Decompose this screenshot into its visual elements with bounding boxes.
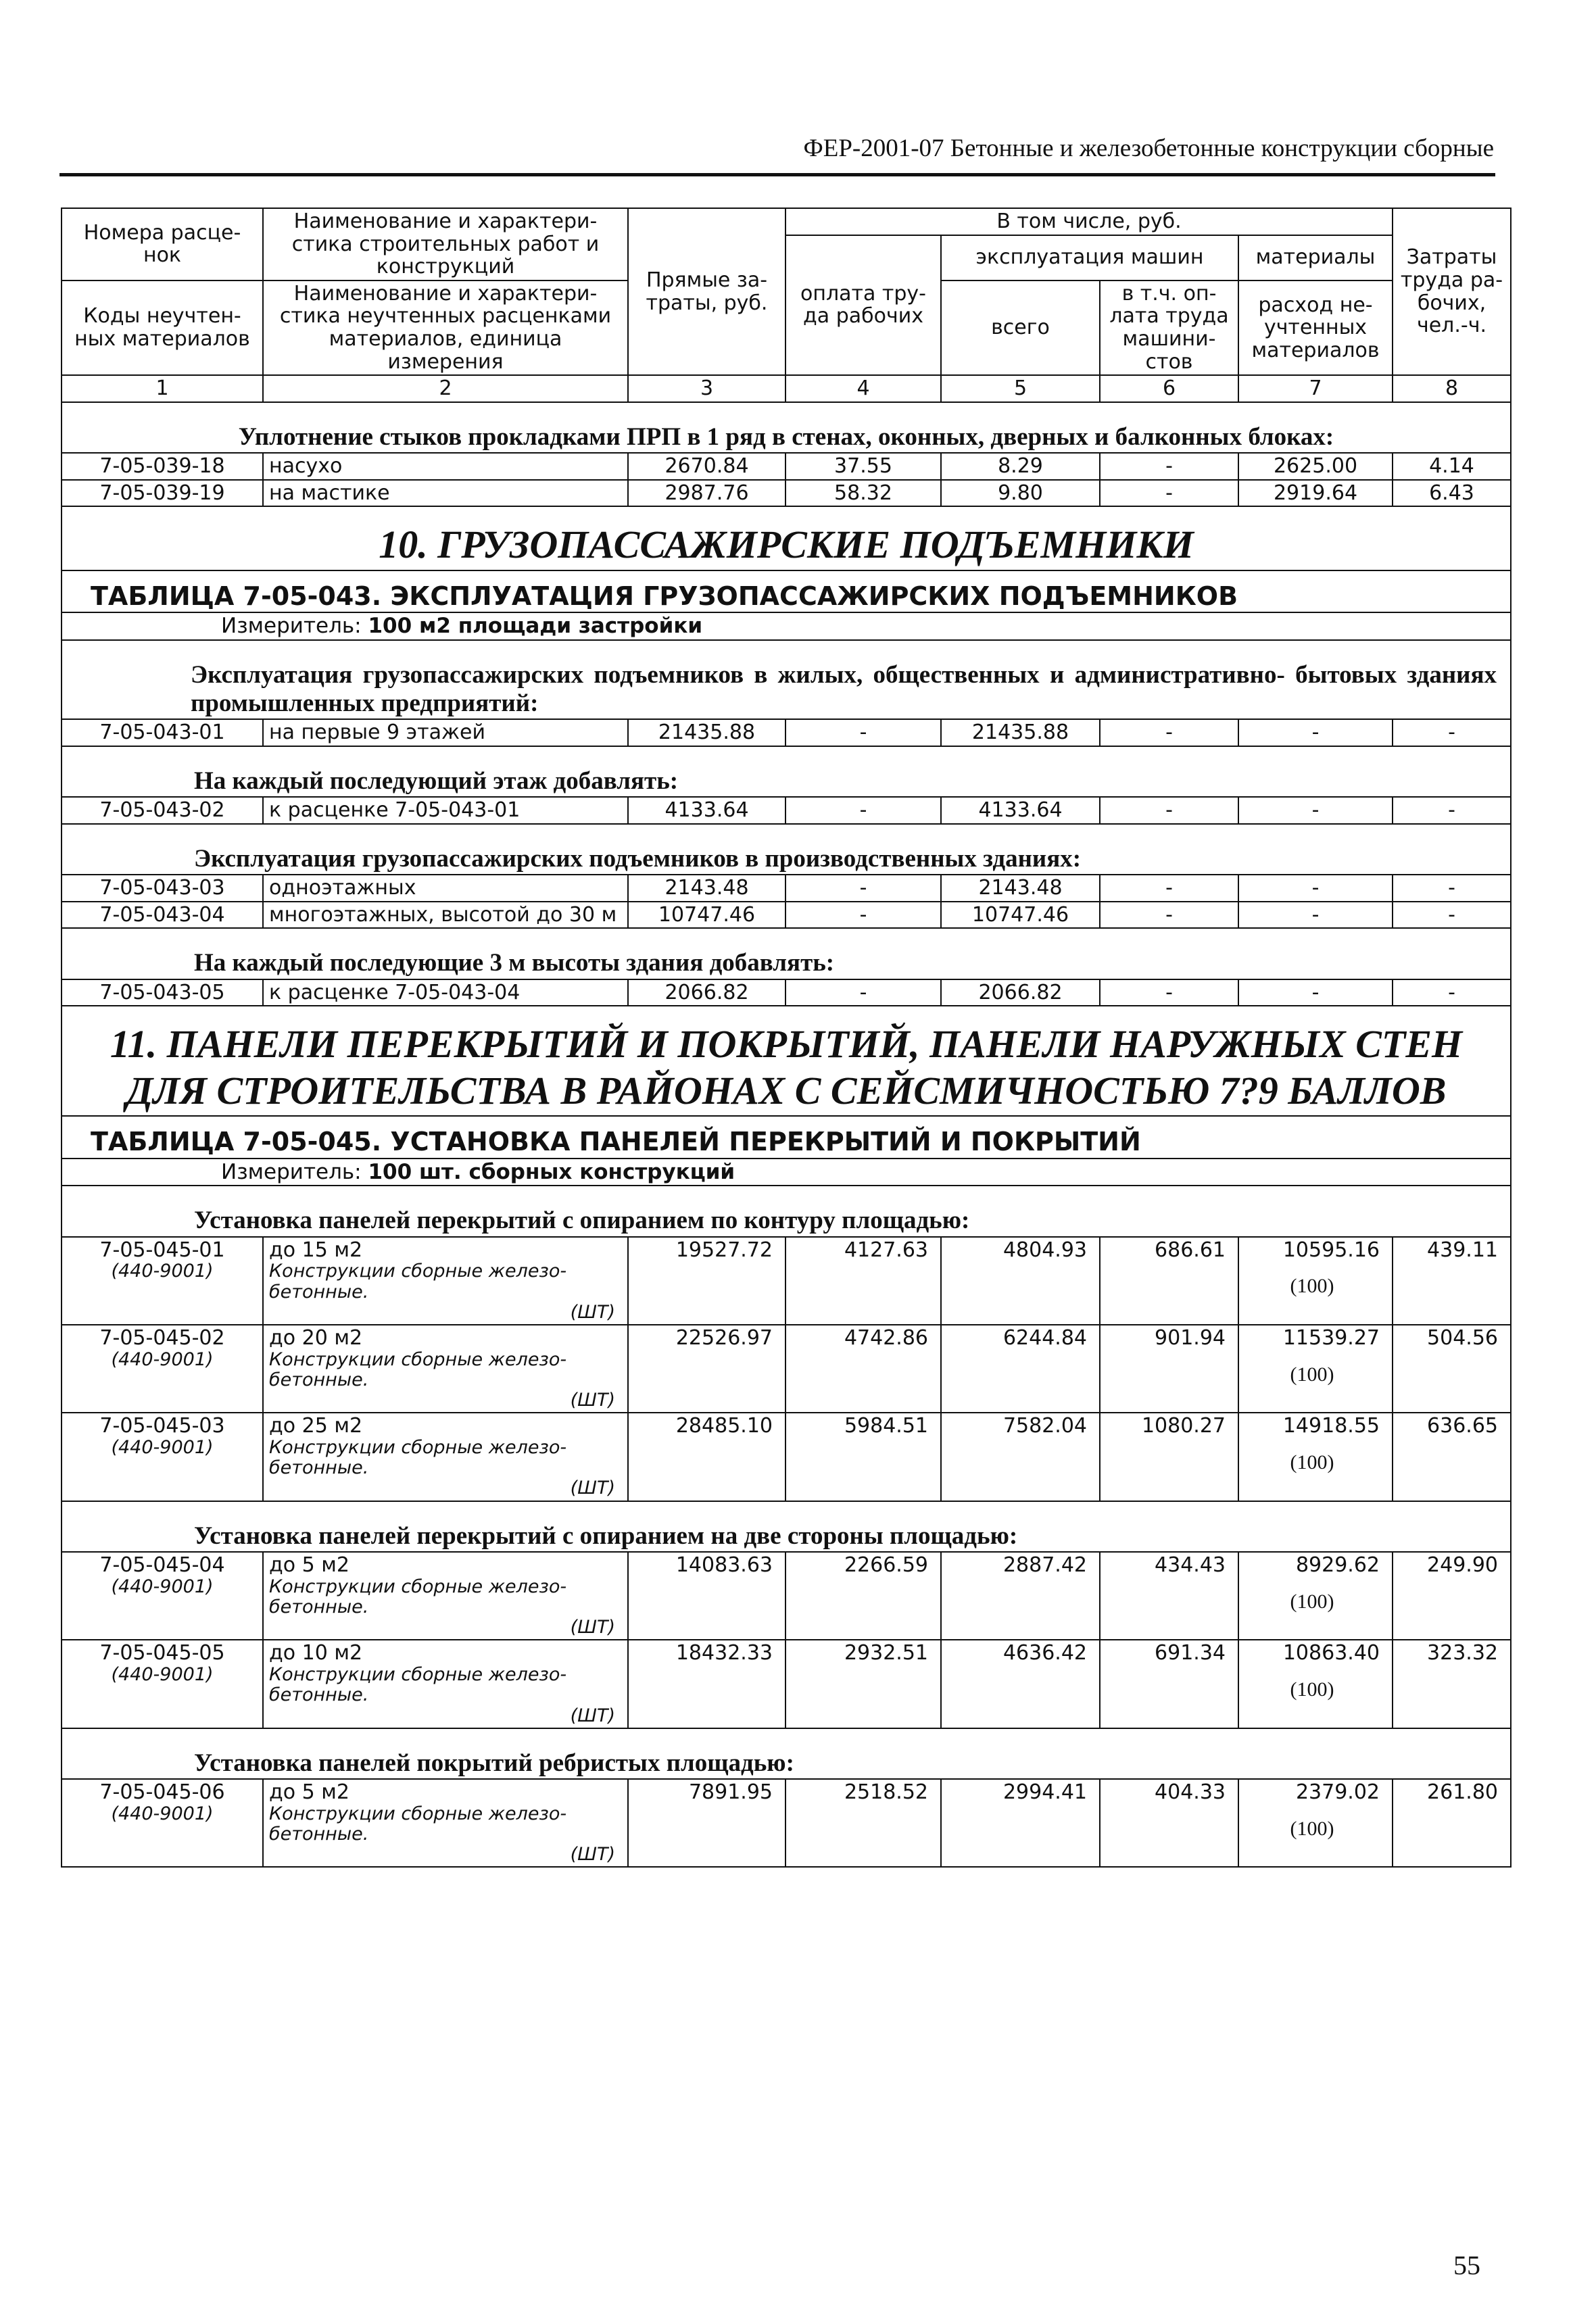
value-labor: 4742.86 <box>785 1325 941 1413</box>
material-quantity: (100) <box>1290 1678 1334 1701</box>
material-unit: (ШТ) <box>570 1301 615 1323</box>
value-mach: 2066.82 <box>941 979 1100 1006</box>
rate-code: 7-05-043-01 <box>62 719 263 746</box>
value-direct: 2670.84 <box>628 453 785 480</box>
value-direct: 18432.33 <box>628 1640 785 1728</box>
rate-code: 7-05-045-06 <box>99 1780 225 1805</box>
table-title-045-text: ТАБЛИЦА 7-05-045. УСТАНОВКА ПАНЕЛЕЙ ПЕРЕКРЫТИЙ И ПОКРЫТИЙ <box>62 1116 1511 1159</box>
section-title-text: Уплотнение стыков прокладками ПРП в 1 ряд в стенах, оконных, дверных и балконных блоках: <box>62 402 1511 453</box>
header-direct-costs: Прямые за-траты, руб. <box>628 208 785 375</box>
value-hours: - <box>1393 902 1511 929</box>
chapter-title-11 <box>62 1006 1511 1116</box>
value-hours: 261.80 <box>1393 1779 1511 1867</box>
rate-code: 7-05-043-04 <box>62 902 263 929</box>
value-mach-labor: - <box>1100 453 1238 480</box>
value-labor: 2266.59 <box>785 1552 941 1640</box>
value-mach-labor: 686.61 <box>1100 1237 1238 1325</box>
material-code: (440-9001) <box>111 1348 214 1370</box>
header-number-row <box>62 375 1511 402</box>
table-row <box>62 797 1511 824</box>
work-name-cell <box>263 1779 628 1867</box>
table-row <box>62 1237 1511 1325</box>
value-hours: - <box>1393 797 1511 824</box>
material-name: Конструкции сборные железо-бетонные. <box>269 1261 567 1302</box>
group-title-text: Установка панелей перекрытий с опиранием на две стороны площадью: <box>62 1501 1511 1552</box>
material-unit: (ШТ) <box>570 1705 615 1726</box>
header-including-group: В том числе, руб. <box>785 208 1393 235</box>
value-labor: - <box>785 902 941 929</box>
price-table-body <box>62 208 1511 1867</box>
value-direct: 22526.97 <box>628 1325 785 1413</box>
value-hours: 6.43 <box>1393 480 1511 507</box>
rate-code-cell <box>62 1779 263 1867</box>
work-name: до 25 м2 <box>269 1414 363 1438</box>
table-row <box>62 1325 1511 1413</box>
rate-code: 7-05-039-19 <box>62 480 263 507</box>
work-name: до 20 м2 <box>269 1326 363 1350</box>
measure-043-text <box>62 612 1511 640</box>
value-mach: 4804.93 <box>941 1237 1100 1325</box>
material-quantity: (100) <box>1290 1451 1334 1473</box>
value-hours: - <box>1393 979 1511 1006</box>
value-mach-labor: 691.34 <box>1100 1640 1238 1728</box>
value-mach-labor: - <box>1100 797 1238 824</box>
group-title-text: На каждый последующие 3 м высоты здания добавлять: <box>62 928 1511 979</box>
material-name: Конструкции сборные железо-бетонные. <box>269 1664 567 1706</box>
table-row <box>62 453 1511 480</box>
header-labor-hours: Затраты труда ра-бочих, чел.-ч. <box>1393 208 1511 375</box>
header-machinist-wages: в т.ч. оп-лата труда машини-стов <box>1100 281 1238 375</box>
price-table-container <box>61 208 1510 1868</box>
value-direct: 19527.72 <box>628 1237 785 1325</box>
header-materials: материалы <box>1238 235 1393 281</box>
table-row <box>62 875 1511 902</box>
rate-code: 7-05-043-03 <box>62 875 263 902</box>
header-material-codes: Коды неучтен-ных материалов <box>62 281 263 375</box>
value-materials-cell <box>1238 1325 1393 1413</box>
material-quantity: (100) <box>1290 1590 1334 1613</box>
value-materials: 2379.02 <box>1295 1780 1380 1805</box>
header-material-name: Наименование и характери-стика неучтенных расценками материалов, единица измерения <box>263 281 628 375</box>
value-mach-labor: 1080.27 <box>1100 1413 1238 1501</box>
col-num: 5 <box>941 375 1100 402</box>
work-name-cell <box>263 1237 628 1325</box>
material-name: Конструкции сборные железо-бетонные. <box>269 1803 567 1845</box>
measure-label: Измеритель: <box>221 614 362 639</box>
material-name: Конструкции сборные железо-бетонные. <box>269 1576 567 1617</box>
value-hours: 4.14 <box>1393 453 1511 480</box>
work-name-cell <box>263 1640 628 1728</box>
value-materials: - <box>1238 875 1393 902</box>
material-code: (440-9001) <box>111 1576 214 1597</box>
header-machines: эксплуатация машин <box>941 235 1238 281</box>
rate-code: 7-05-045-04 <box>99 1553 225 1578</box>
value-mach-labor: 404.33 <box>1100 1779 1238 1867</box>
page-number: 55 <box>1453 2250 1480 2281</box>
col-num: 7 <box>1238 375 1393 402</box>
value-hours: 504.56 <box>1393 1325 1511 1413</box>
value-hours: 636.65 <box>1393 1413 1511 1501</box>
rate-code-cell <box>62 1413 263 1501</box>
measure-value: 100 м2 площади застройки <box>368 614 703 639</box>
table-title-043 <box>62 570 1511 613</box>
value-materials: - <box>1238 979 1393 1006</box>
value-materials: - <box>1238 902 1393 929</box>
value-materials-cell <box>1238 1237 1393 1325</box>
value-mach-labor: 434.43 <box>1100 1552 1238 1640</box>
value-mach-labor: - <box>1100 979 1238 1006</box>
group-title <box>62 928 1511 979</box>
value-mach: 8.29 <box>941 453 1100 480</box>
group-title-text: Установка панелей покрытий ребристых площадью: <box>62 1728 1511 1779</box>
value-direct: 10747.46 <box>628 902 785 929</box>
col-num: 2 <box>263 375 628 402</box>
rate-code-cell <box>62 1237 263 1325</box>
value-materials: 8929.62 <box>1295 1553 1380 1578</box>
work-name: на мастике <box>263 480 628 507</box>
work-name: к расценке 7-05-043-01 <box>263 797 628 824</box>
col-num: 4 <box>785 375 941 402</box>
material-code: (440-9001) <box>111 1261 214 1282</box>
value-materials: 11539.27 <box>1282 1326 1380 1350</box>
col-num: 1 <box>62 375 263 402</box>
value-labor: 5984.51 <box>785 1413 941 1501</box>
measure-043 <box>62 612 1511 640</box>
material-code: (440-9001) <box>111 1437 214 1458</box>
value-mach-labor: 901.94 <box>1100 1325 1238 1413</box>
value-materials: 2919.64 <box>1238 480 1393 507</box>
value-direct: 14083.63 <box>628 1552 785 1640</box>
header-unaccounted-materials: расход не-учтенных материалов <box>1238 281 1393 375</box>
table-row <box>62 1413 1511 1501</box>
value-direct: 4133.64 <box>628 797 785 824</box>
value-materials: - <box>1238 797 1393 824</box>
value-direct: 21435.88 <box>628 719 785 746</box>
work-name: до 10 м2 <box>269 1641 363 1665</box>
value-mach-labor: - <box>1100 719 1238 746</box>
table-row <box>62 719 1511 746</box>
rate-code: 7-05-045-01 <box>99 1238 225 1262</box>
value-hours: 249.90 <box>1393 1552 1511 1640</box>
section-title <box>62 402 1511 453</box>
value-labor: - <box>785 797 941 824</box>
rate-code: 7-05-043-05 <box>62 979 263 1006</box>
work-name: до 5 м2 <box>269 1780 349 1805</box>
table-title-043-text: ТАБЛИЦА 7-05-043. ЭКСПЛУАТАЦИЯ ГРУЗОПАССАЖИРСКИХ ПОДЪЕМНИКОВ <box>62 570 1511 613</box>
group-title-text: Установка панелей перекрытий с опиранием по контуру площадью: <box>62 1186 1511 1236</box>
value-labor: 37.55 <box>785 453 941 480</box>
header-row-1 <box>62 208 1511 235</box>
work-name: на первые 9 этажей <box>263 719 628 746</box>
measure-label: Измеритель: <box>221 1159 362 1184</box>
rate-code: 7-05-045-03 <box>99 1414 225 1438</box>
material-name: Конструкции сборные железо-бетонные. <box>269 1348 567 1390</box>
table-row <box>62 979 1511 1006</box>
value-mach: 2887.42 <box>941 1552 1100 1640</box>
header-machines-total: всего <box>941 281 1100 375</box>
table-title-045 <box>62 1116 1511 1159</box>
group-title <box>62 1186 1511 1236</box>
value-mach: 4636.42 <box>941 1640 1100 1728</box>
page-header: ФЕР-2001-07 Бетонные и железобетонные конструкции сборные <box>803 135 1494 162</box>
rate-code: 7-05-039-18 <box>62 453 263 480</box>
value-hours: - <box>1393 875 1511 902</box>
measure-045-text <box>62 1159 1511 1186</box>
value-mach: 6244.84 <box>941 1325 1100 1413</box>
value-materials: 14918.55 <box>1282 1414 1380 1438</box>
value-mach: 10747.46 <box>941 902 1100 929</box>
value-materials: 10595.16 <box>1282 1238 1380 1262</box>
value-mach: 2994.41 <box>941 1779 1100 1867</box>
measure-value: 100 шт. сборных конструкций <box>368 1159 735 1184</box>
value-mach: 2143.48 <box>941 875 1100 902</box>
header-work-name: Наименование и характери-стика строительных работ и конструкций <box>263 208 628 281</box>
material-unit: (ШТ) <box>570 1478 615 1499</box>
work-name: к расценке 7-05-043-04 <box>263 979 628 1006</box>
chapter-title-10 <box>62 506 1511 570</box>
group-title-text: Эксплуатация грузопассажирских подъемников в производственных зданиях: <box>62 824 1511 875</box>
work-name: насухо <box>263 453 628 480</box>
material-unit: (ШТ) <box>570 1617 615 1638</box>
work-name-cell <box>263 1552 628 1640</box>
group-title <box>62 824 1511 875</box>
work-name: одноэтажных <box>263 875 628 902</box>
value-labor: 58.32 <box>785 480 941 507</box>
value-labor: 2518.52 <box>785 1779 941 1867</box>
group-title <box>62 1728 1511 1779</box>
value-labor: - <box>785 875 941 902</box>
value-materials-cell <box>1238 1552 1393 1640</box>
value-mach: 4133.64 <box>941 797 1100 824</box>
work-name-cell <box>263 1325 628 1413</box>
value-hours: 323.32 <box>1393 1640 1511 1728</box>
rate-code: 7-05-043-02 <box>62 797 263 824</box>
work-name-cell <box>263 1413 628 1501</box>
measure-045 <box>62 1159 1511 1186</box>
value-materials-cell <box>1238 1413 1393 1501</box>
value-direct: 7891.95 <box>628 1779 785 1867</box>
col-num: 3 <box>628 375 785 402</box>
value-direct: 28485.10 <box>628 1413 785 1501</box>
work-name: многоэтажных, высотой до 30 м <box>263 902 628 929</box>
rate-code-cell <box>62 1325 263 1413</box>
group-title <box>62 640 1511 719</box>
group-title <box>62 746 1511 797</box>
material-code: (440-9001) <box>111 1664 214 1686</box>
value-labor: - <box>785 719 941 746</box>
col-num: 6 <box>1100 375 1238 402</box>
group-title-text: Эксплуатация грузопассажирских подъемников в жилых, общественных и административно- бытовых зданиях промышленных предприятий: <box>62 640 1511 719</box>
value-mach-labor: - <box>1100 875 1238 902</box>
value-mach-labor: - <box>1100 480 1238 507</box>
value-hours: - <box>1393 719 1511 746</box>
value-labor: 2932.51 <box>785 1640 941 1728</box>
col-num: 8 <box>1393 375 1511 402</box>
work-name: до 5 м2 <box>269 1553 349 1578</box>
table-row <box>62 1640 1511 1728</box>
material-unit: (ШТ) <box>570 1390 615 1411</box>
value-materials: 10863.40 <box>1282 1641 1380 1665</box>
rate-code-cell <box>62 1640 263 1728</box>
value-materials: - <box>1238 719 1393 746</box>
material-quantity: (100) <box>1290 1363 1334 1386</box>
value-direct: 2987.76 <box>628 480 785 507</box>
value-labor: 4127.63 <box>785 1237 941 1325</box>
value-hours: 439.11 <box>1393 1237 1511 1325</box>
chapter-title-10-text: 10. ГРУЗОПАССАЖИРСКИЕ ПОДЪЕМНИКИ <box>62 506 1511 570</box>
rate-code: 7-05-045-05 <box>99 1641 225 1665</box>
header-rule <box>59 173 1495 176</box>
price-table <box>61 208 1512 1868</box>
rate-code-cell <box>62 1552 263 1640</box>
material-name: Конструкции сборные железо-бетонные. <box>269 1437 567 1479</box>
material-quantity: (100) <box>1290 1275 1334 1298</box>
chapter-title-11-text: 11. ПАНЕЛИ ПЕРЕКРЫТИЙ И ПОКРЫТИЙ, ПАНЕЛИ НАРУЖНЫХ СТЕН ДЛЯ СТРОИТЕЛЬСТВА В РАЙОНАХ С СЕЙСМИЧНОСТЬЮ 7?9 БАЛЛОВ <box>62 1006 1511 1116</box>
value-direct: 2066.82 <box>628 979 785 1006</box>
material-code: (440-9001) <box>111 1803 214 1824</box>
group-title-text: На каждый последующий этаж добавлять: <box>62 746 1511 797</box>
value-mach: 21435.88 <box>941 719 1100 746</box>
table-row <box>62 1552 1511 1640</box>
rate-code: 7-05-045-02 <box>99 1326 225 1350</box>
value-mach: 7582.04 <box>941 1413 1100 1501</box>
value-materials: 2625.00 <box>1238 453 1393 480</box>
table-row <box>62 902 1511 929</box>
value-mach-labor: - <box>1100 902 1238 929</box>
header-labor-wages: оплата тру-да рабочих <box>785 235 941 376</box>
table-row <box>62 1779 1511 1867</box>
header-rate-numbers: Номера расце-нок <box>62 208 263 281</box>
material-unit: (ШТ) <box>570 1844 615 1866</box>
value-direct: 2143.48 <box>628 875 785 902</box>
value-materials-cell <box>1238 1640 1393 1728</box>
value-materials-cell <box>1238 1779 1393 1867</box>
value-mach: 9.80 <box>941 480 1100 507</box>
table-row <box>62 480 1511 507</box>
group-title <box>62 1501 1511 1552</box>
work-name: до 15 м2 <box>269 1238 363 1262</box>
material-quantity: (100) <box>1290 1817 1334 1840</box>
value-labor: - <box>785 979 941 1006</box>
